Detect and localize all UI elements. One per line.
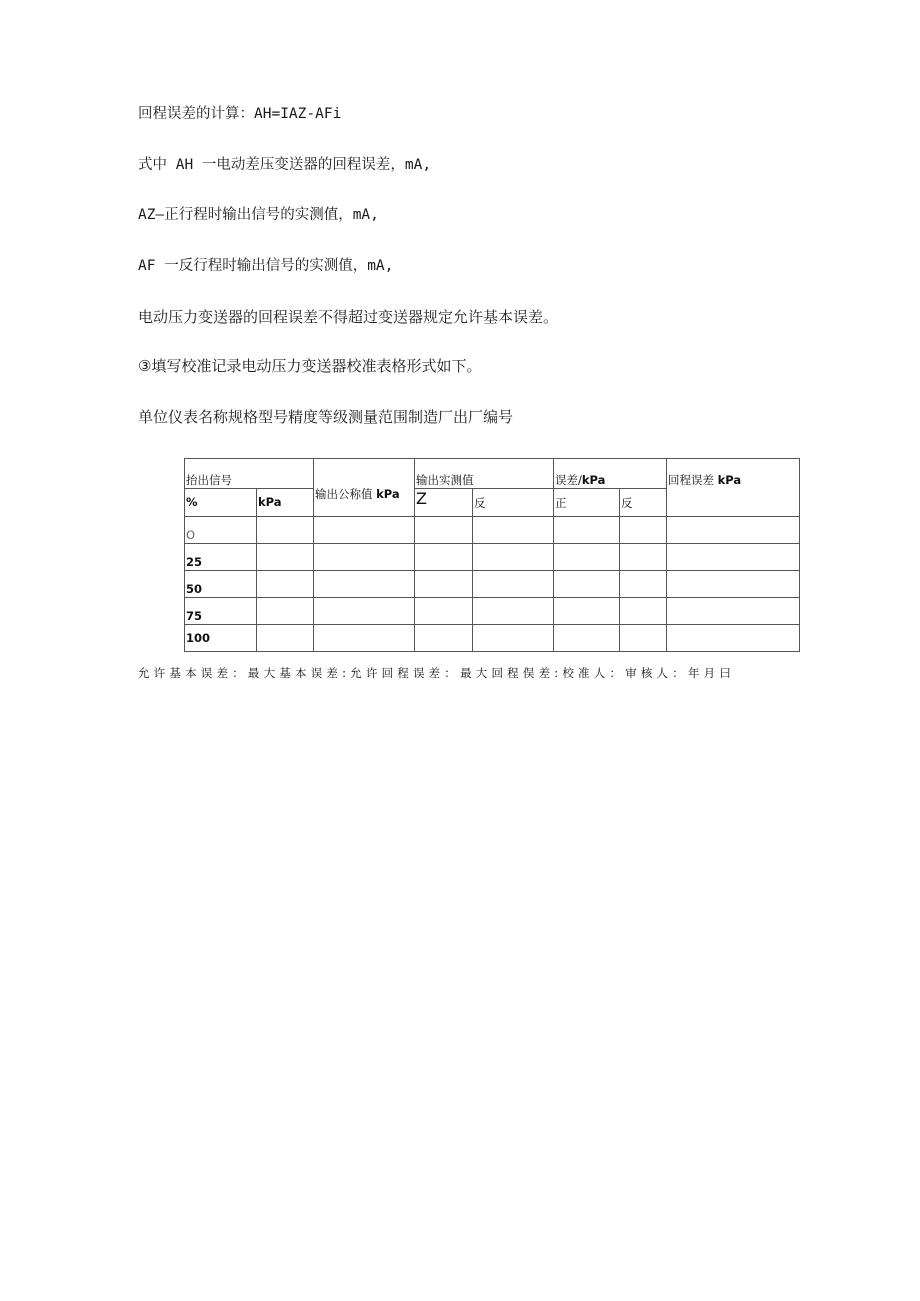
cell-reverse <box>473 571 554 598</box>
header-input-signal: 抬出信号 <box>185 459 314 489</box>
definition-az: AZ—正行程时输出信号的实测值，mA, <box>138 207 379 223</box>
table-row <box>185 517 800 544</box>
header-fields-line: 单位仪表名称规格型号精度等级测量范围制造厂出厂编号 <box>138 408 514 426</box>
cell-err-reverse <box>620 517 667 544</box>
cell-reverse <box>473 598 554 625</box>
row-percent: 75 <box>185 598 257 625</box>
cell-err-forward <box>554 625 620 652</box>
cell-kpa <box>257 544 314 571</box>
cell-nominal <box>314 625 415 652</box>
header-hysteresis-error: 回程误差 kPa <box>667 459 800 517</box>
cell-err-reverse <box>620 571 667 598</box>
header-percent: % <box>185 489 257 517</box>
header-error-reverse: 反 <box>620 489 667 517</box>
cell-err-reverse <box>620 544 667 571</box>
header-forward: Z <box>415 489 473 517</box>
calibration-table <box>184 458 800 652</box>
fill-form-paragraph: ③填写校准记录电动压力变送器校准表格形式如下。 <box>138 357 482 375</box>
cell-hysteresis <box>667 517 800 544</box>
table-row <box>185 625 800 652</box>
requirement-paragraph: 电动压力变送器的回程误差不得超过变送器规定允许基本误差。 <box>138 308 559 326</box>
header-nominal-output: 输出公称值 kPa <box>314 459 415 517</box>
row-percent: 50 <box>185 571 257 598</box>
cell-forward <box>415 517 473 544</box>
cell-forward <box>415 571 473 598</box>
cell-reverse <box>473 517 554 544</box>
cell-nominal <box>314 544 415 571</box>
cell-err-reverse <box>620 625 667 652</box>
header-kpa: kPa <box>257 489 314 517</box>
cell-kpa <box>257 571 314 598</box>
cell-hysteresis <box>667 625 800 652</box>
cell-forward <box>415 625 473 652</box>
row-percent: O <box>185 517 257 544</box>
cell-err-forward <box>554 598 620 625</box>
cell-err-forward <box>554 517 620 544</box>
header-reverse: 反 <box>473 489 554 517</box>
definition-ah: 式中 AH 一电动差压变送器的回程误差，mA, <box>138 157 432 173</box>
formula-line: 回程误差的计算：AH=IAZ-AFi <box>138 106 342 122</box>
row-percent: 100 <box>185 625 257 652</box>
table-row <box>185 598 800 625</box>
header-error-forward: 正 <box>554 489 620 517</box>
cell-kpa <box>257 598 314 625</box>
cell-hysteresis <box>667 571 800 598</box>
cell-nominal <box>314 517 415 544</box>
table-row <box>185 544 800 571</box>
cell-nominal <box>314 598 415 625</box>
cell-err-forward <box>554 571 620 598</box>
cell-forward <box>415 598 473 625</box>
cell-reverse <box>473 625 554 652</box>
signature-footer: 允许基本误差：最大基本误差:允许回程误差：最大回程俣差:校准人：审核人：年月曰 <box>138 666 736 680</box>
cell-err-forward <box>554 544 620 571</box>
cell-hysteresis <box>667 598 800 625</box>
cell-forward <box>415 544 473 571</box>
cell-kpa <box>257 625 314 652</box>
table-row <box>185 571 800 598</box>
table-header-row-1 <box>185 459 800 489</box>
header-error: 误差/kPa <box>554 459 667 489</box>
cell-err-reverse <box>620 598 667 625</box>
cell-reverse <box>473 544 554 571</box>
cell-hysteresis <box>667 544 800 571</box>
row-percent: 25 <box>185 544 257 571</box>
cell-kpa <box>257 517 314 544</box>
definition-af: AF 一反行程时输出信号的实测值，mA, <box>138 258 394 274</box>
cell-nominal <box>314 571 415 598</box>
header-measured-output: 输出实测值 <box>415 459 554 489</box>
